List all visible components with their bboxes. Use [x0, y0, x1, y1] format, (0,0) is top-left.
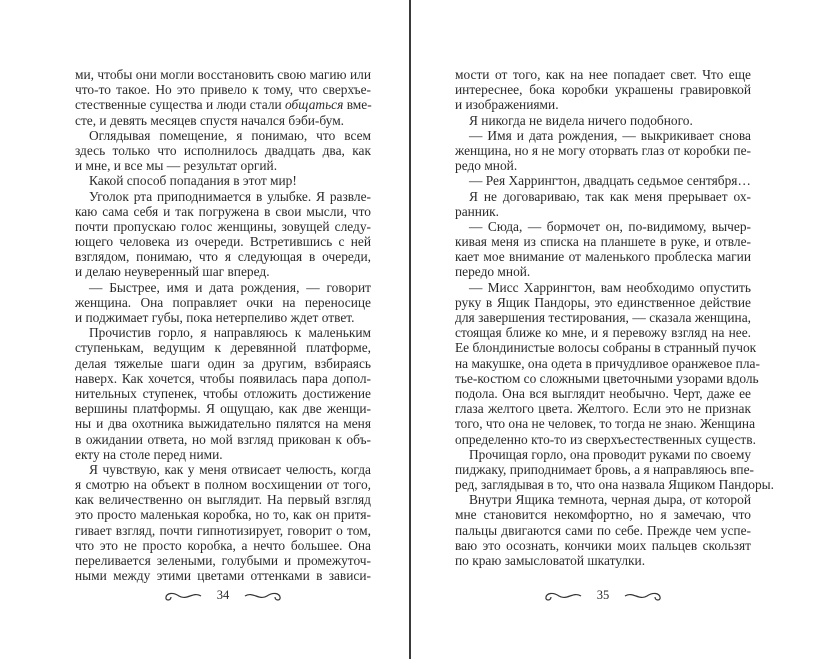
text-line: Какой способ попадания в этот мир! — [89, 173, 297, 189]
text-line: тье-костюм со сложными цветочными узорами вдоль — [455, 370, 759, 386]
text-line: мости от того, как на нее попадает свет. Что еще — [455, 67, 751, 82]
ornament-right-icon — [623, 589, 663, 603]
text-line: ными между этими цветами оттенками в зависи- — [75, 568, 371, 584]
text-line: почти пропускаю голос женщины, зовущей следу- — [75, 218, 371, 234]
text-line: ми, чтобы они могли восстановить свою магию или — [75, 67, 371, 82]
text-line: ступенькам, ведущим к деревянной платформе, — [75, 340, 371, 356]
left-page-footer — [75, 588, 371, 603]
text-line: и изображениями. — [455, 97, 559, 113]
text-line: — Сюда, — бормочет он, по-видимому, вычер- — [469, 218, 751, 234]
text-line — [75, 97, 371, 112]
text-line: я смотрю на объект в полном восхищении от того, — [75, 477, 371, 493]
right-page-text — [455, 67, 775, 568]
text-line: кивая меня из списка на планшете в руке, и отвле- — [455, 234, 751, 250]
text-line: ваю это осознать, кончики моих пальцев скользят — [455, 537, 751, 553]
text-line: переливается зелеными, голубыми и промежуточ- — [75, 553, 371, 568]
text-segment: вме- — [343, 97, 372, 113]
text-line: екту на столе перед ними. — [75, 446, 223, 462]
text-line: ранник. — [455, 203, 499, 219]
text-line: что это не просто коробка, а нечто большее. Она — [75, 537, 371, 553]
text-line: женщина, но я не могу оторвать глаз от коробки пе- — [455, 142, 751, 158]
text-line: для завершения тестирования, — сказала женщина, — [455, 310, 751, 325]
ornament-left-icon — [163, 589, 203, 603]
text-line: сте, и девять месяцев спустя начался бэби-бум. — [75, 112, 345, 128]
text-line: — Быстрее, имя и дата рождения, — говорит — [89, 279, 371, 295]
text-line: Я никогда не видела ничего подобного. — [469, 112, 693, 128]
text-line: здесь только что исполнилось двадцать два, как — [75, 142, 371, 158]
text-line: в ожидании ответа, но мой взгляд прикован к объ- — [75, 431, 371, 447]
text-line: — Мисс Харрингтон, вам необходимо опустить — [469, 279, 751, 295]
text-line: Я чувствую, как у меня отвисает челюсть, когда — [89, 461, 371, 477]
text-line: делая тяжелые шаги один за другим, взбираясь — [75, 355, 371, 371]
italic-word: общаться — [285, 97, 344, 113]
text-line: на макушке, она одета в причудливое оранжевое пла- — [455, 355, 760, 371]
text-line: интереснее, бока коробки украшены гравировкой — [455, 82, 751, 98]
page-number: 35 — [596, 588, 610, 602]
text-line: Прочистив горло, я направляюсь к маленьким — [89, 325, 371, 341]
text-line: взглядом, понимаю, что я следующая в очереди, — [75, 249, 371, 265]
text-line: глаза желтого цвета. Желтого. Если это не признак — [455, 401, 751, 417]
ornament-right-icon — [243, 589, 283, 603]
text-line: Внутри Ящика темнота, черная дыра, от которой — [469, 492, 751, 508]
text-line: Я не договариваю, так как меня прерывает ох- — [469, 188, 751, 204]
text-line: того, что она не человек, то тогда не знаю. Женщина — [455, 416, 756, 432]
left-page-text — [75, 67, 371, 583]
text-line: каю сама себя и так погружена в свои мысли, что — [75, 203, 371, 219]
text-line: женщина. Она поправляет очки на переносице — [75, 294, 371, 310]
right-page-footer — [455, 588, 751, 603]
text-line: редо мной. — [455, 158, 518, 174]
book-spine — [409, 0, 411, 659]
text-line: Прочищая горло, она проводит руками по своему — [469, 446, 752, 462]
text-line: гивает взгляд, почти гипнотизирует, говорит о том, — [75, 522, 371, 538]
text-line: — Имя и дата рождения, — выкрикивает снова — [469, 127, 751, 143]
text-line: определенно кто-то из сверхъестественных существ. — [455, 431, 756, 447]
text-line: стоящая ближе ко мне, и я перевожу взгляд на нее. — [455, 325, 751, 341]
text-line: ющего человека из очереди. Встретившись с ней — [75, 234, 371, 250]
text-line: ред, заглядывая в то, что она назвала Ящиком Пандоры. — [455, 477, 775, 493]
text-line: и делаю неуверенный шаг вперед. — [75, 264, 270, 280]
text-line: и поджимает губы, пока нетерпеливо ждет ответ. — [75, 310, 355, 325]
text-line: Уголок рта приподнимается в улыбке. Я развле- — [89, 188, 371, 204]
text-segment: стественные существа и люди стали — [75, 97, 286, 113]
text-line: по краю замысловатой шкатулки. — [455, 553, 646, 568]
text-line: ны и два охотника выжидательно пялятся на меня — [75, 416, 371, 432]
text-line: Ее блондинистые волосы собраны в странный пучок — [455, 340, 757, 356]
text-line: что-то такое. Но это привело к тому, что сверхъе- — [75, 82, 371, 98]
text-line: — Рея Харрингтон, двадцать седьмое сентября… — [469, 173, 751, 189]
text-line: передо мной. — [455, 264, 531, 280]
text-line: наверх. Как хочется, чтобы появилась пара допол- — [75, 370, 371, 386]
text-line: пиджаку, приподнимает бровь, а я направляюсь впе- — [455, 461, 754, 477]
text-line: вершины платформы. Я ощущаю, как две женщи- — [75, 401, 371, 417]
text-line: кает мое внимание от маленького проблеска магии — [455, 249, 751, 265]
text-line: мне становится некомфортно, но я замечаю, что — [455, 507, 751, 523]
text-line: Оглядывая помещение, я понимаю, что всем — [89, 127, 371, 143]
page-number: 34 — [216, 588, 230, 602]
text-line: подола. Она вся выглядит необычно. Черт, даже ее — [455, 385, 751, 401]
text-line: и мне, и все мы — результат оргий. — [75, 158, 278, 174]
ornament-left-icon — [543, 589, 583, 603]
text-line: нительных ступенек, чтобы отложить достижение — [75, 385, 371, 401]
text-line: руку в Ящик Пандоры, это единственное действие — [455, 294, 751, 310]
text-line: пальцы двигаются сами по себе. Прежде чем успе- — [455, 522, 751, 538]
text-line: это просто маленькая коробка, но то, как он притя- — [75, 507, 371, 523]
text-line: как величественно он выглядит. На первый взгляд — [75, 492, 371, 508]
